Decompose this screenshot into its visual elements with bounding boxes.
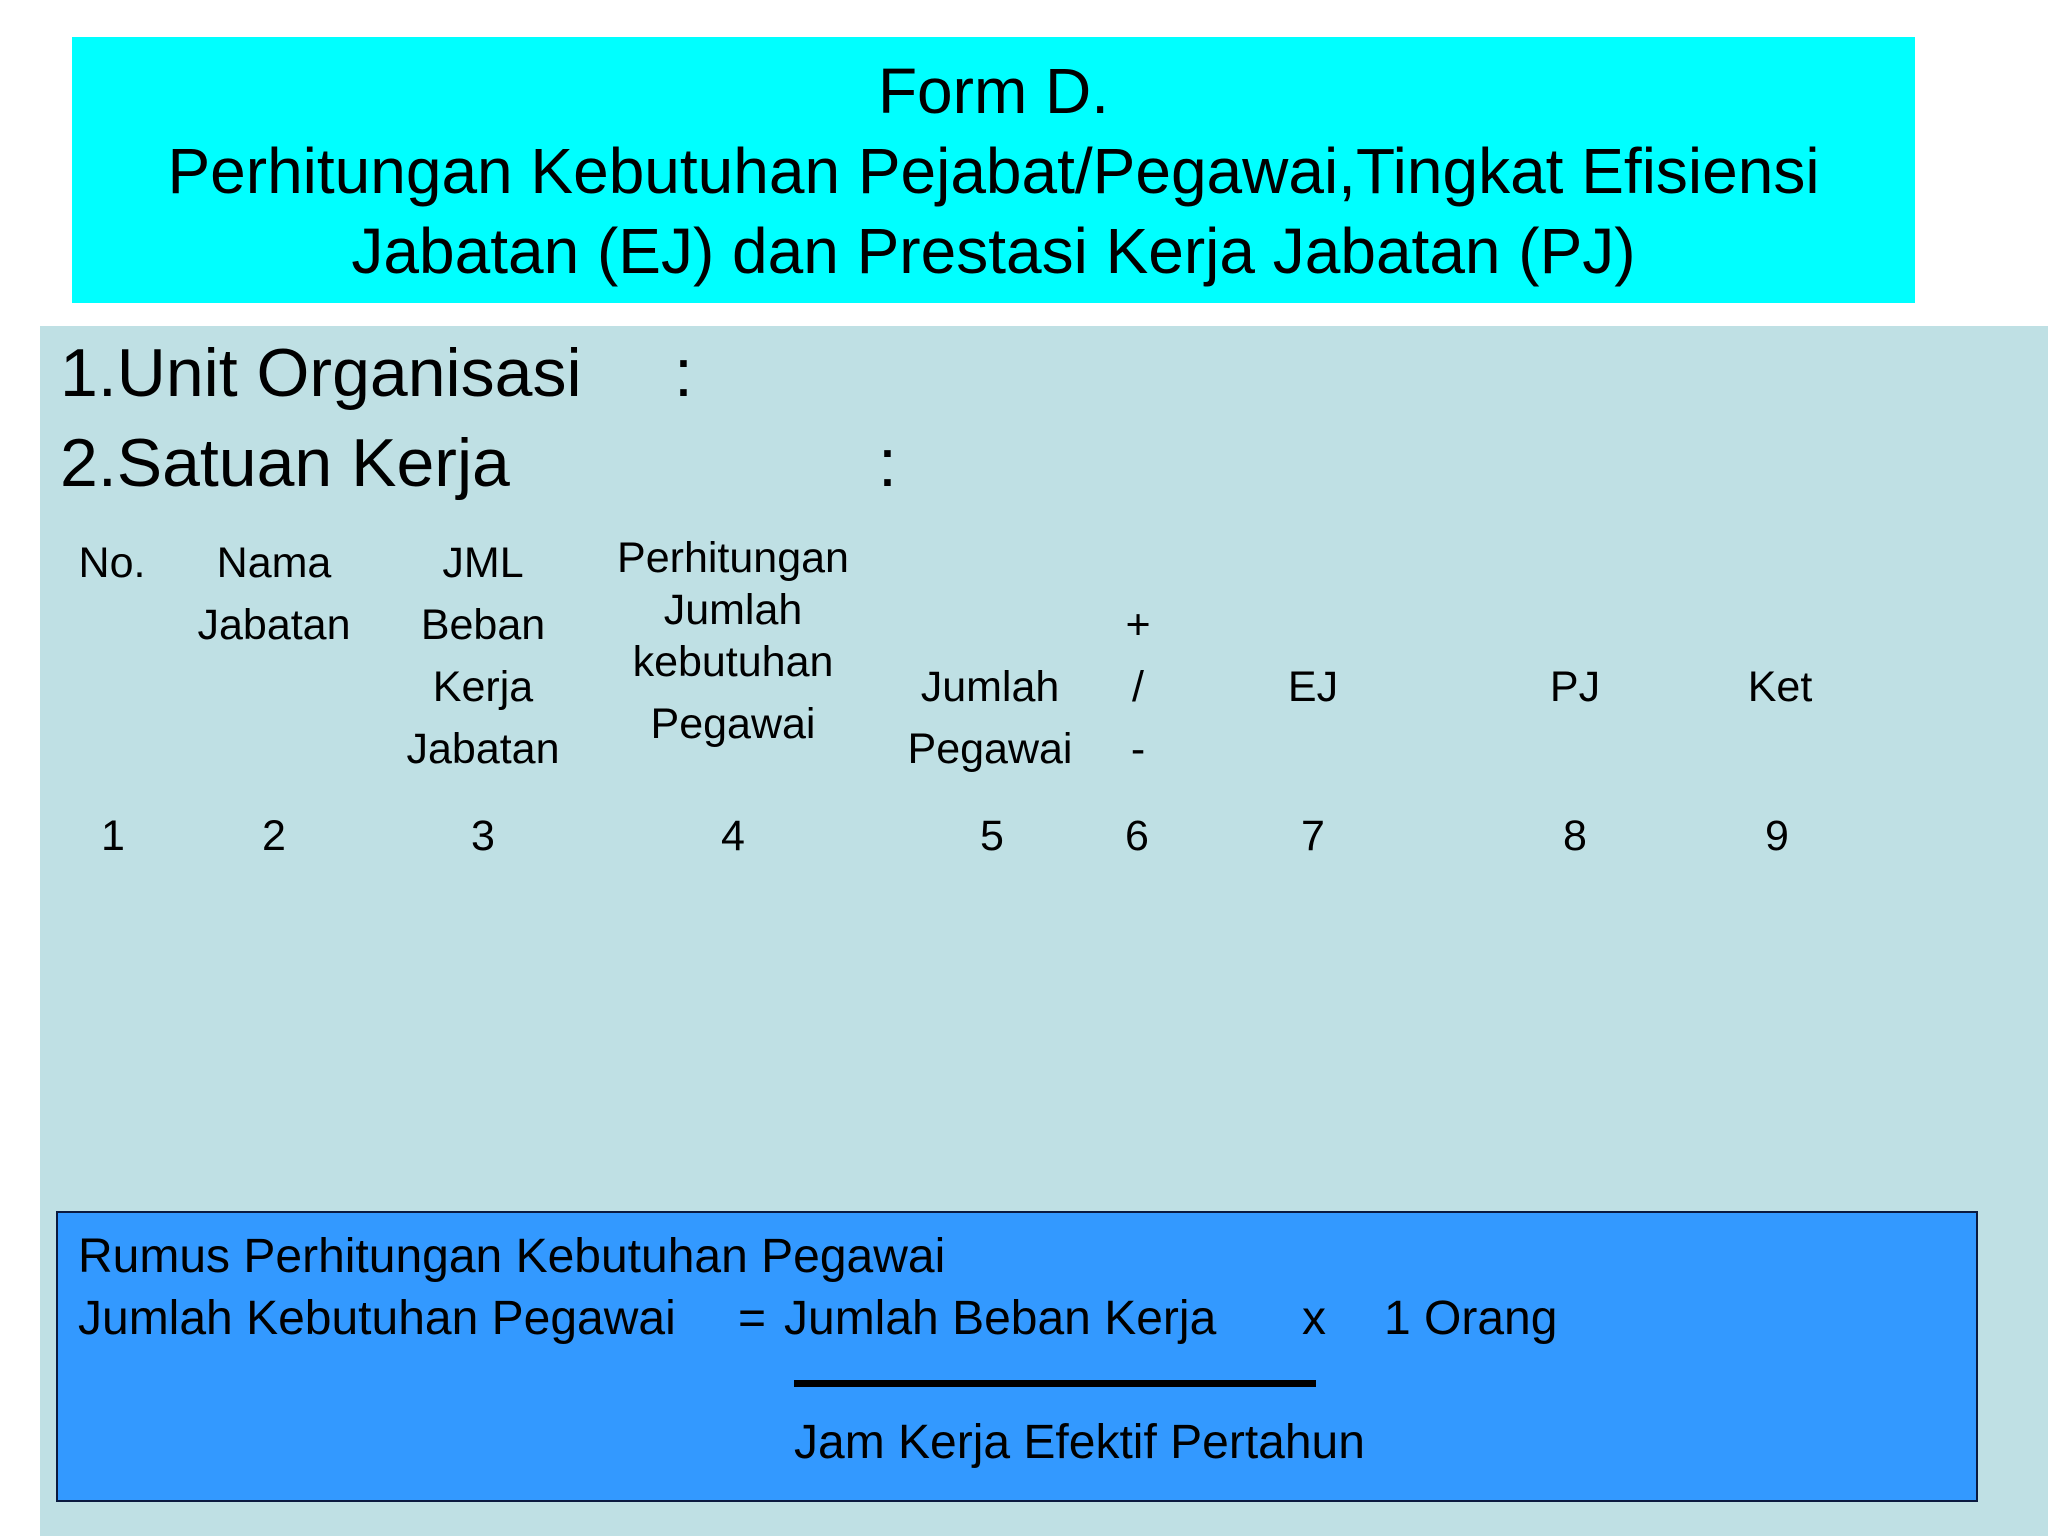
form-label: Form D. — [877, 55, 1110, 127]
formula-lhs: Jumlah Kebutuhan Pegawai — [78, 1292, 676, 1345]
header-jml-beban-kerja: JML Beban Kerja Jabatan — [406, 539, 560, 773]
unit-organisasi-label: 1.Unit Organisasi — [60, 335, 582, 411]
header-ej: EJ — [1287, 663, 1339, 711]
formula-numerator: Jumlah Beban Kerja — [784, 1292, 1217, 1345]
column-number-9: 9 — [1765, 812, 1789, 860]
header-plus-minus: + / - — [1125, 601, 1151, 773]
header-perhitungan-kebutuhan: Perhitungan Jumlah kebutuhan Pegawai — [617, 534, 849, 748]
formula-times: x — [1302, 1292, 1326, 1345]
title-banner — [72, 37, 1915, 303]
column-number-7: 7 — [1301, 812, 1325, 860]
formula-equals: = — [738, 1292, 767, 1345]
satuan-kerja-label: 2.Satuan Kerja — [60, 425, 510, 501]
header-ket: Ket — [1747, 663, 1813, 711]
formula-heading: Rumus Perhitungan Kebutuhan Pegawai — [78, 1230, 946, 1283]
column-number-1: 1 — [101, 812, 125, 860]
header-no: No. — [78, 539, 146, 587]
satuan-kerja-colon: : — [878, 425, 897, 501]
fraction-bar — [794, 1380, 1316, 1387]
column-number-6: 6 — [1125, 812, 1149, 860]
column-number-3: 3 — [471, 812, 495, 860]
header-nama-jabatan: Nama Jabatan — [197, 539, 351, 649]
column-number-2: 2 — [262, 812, 286, 860]
formula-multiplier: 1 Orang — [1384, 1292, 1558, 1345]
header-pj: PJ — [1549, 663, 1601, 711]
title-line-3: Jabatan (EJ) dan Prestasi Kerja Jabatan (PJ) — [351, 215, 1636, 287]
title-line-2: Perhitungan Kebutuhan Pejabat/Pegawai,Tingkat Efisiensi — [167, 135, 1820, 207]
formula-box — [56, 1211, 1978, 1502]
column-number-5: 5 — [980, 812, 1004, 860]
formula-denominator: Jam Kerja Efektif Pertahun — [794, 1416, 1365, 1469]
column-number-4: 4 — [721, 812, 745, 860]
column-number-8: 8 — [1563, 812, 1587, 860]
header-jumlah-pegawai: Jumlah Pegawai — [907, 663, 1073, 773]
unit-organisasi-colon: : — [674, 335, 693, 411]
